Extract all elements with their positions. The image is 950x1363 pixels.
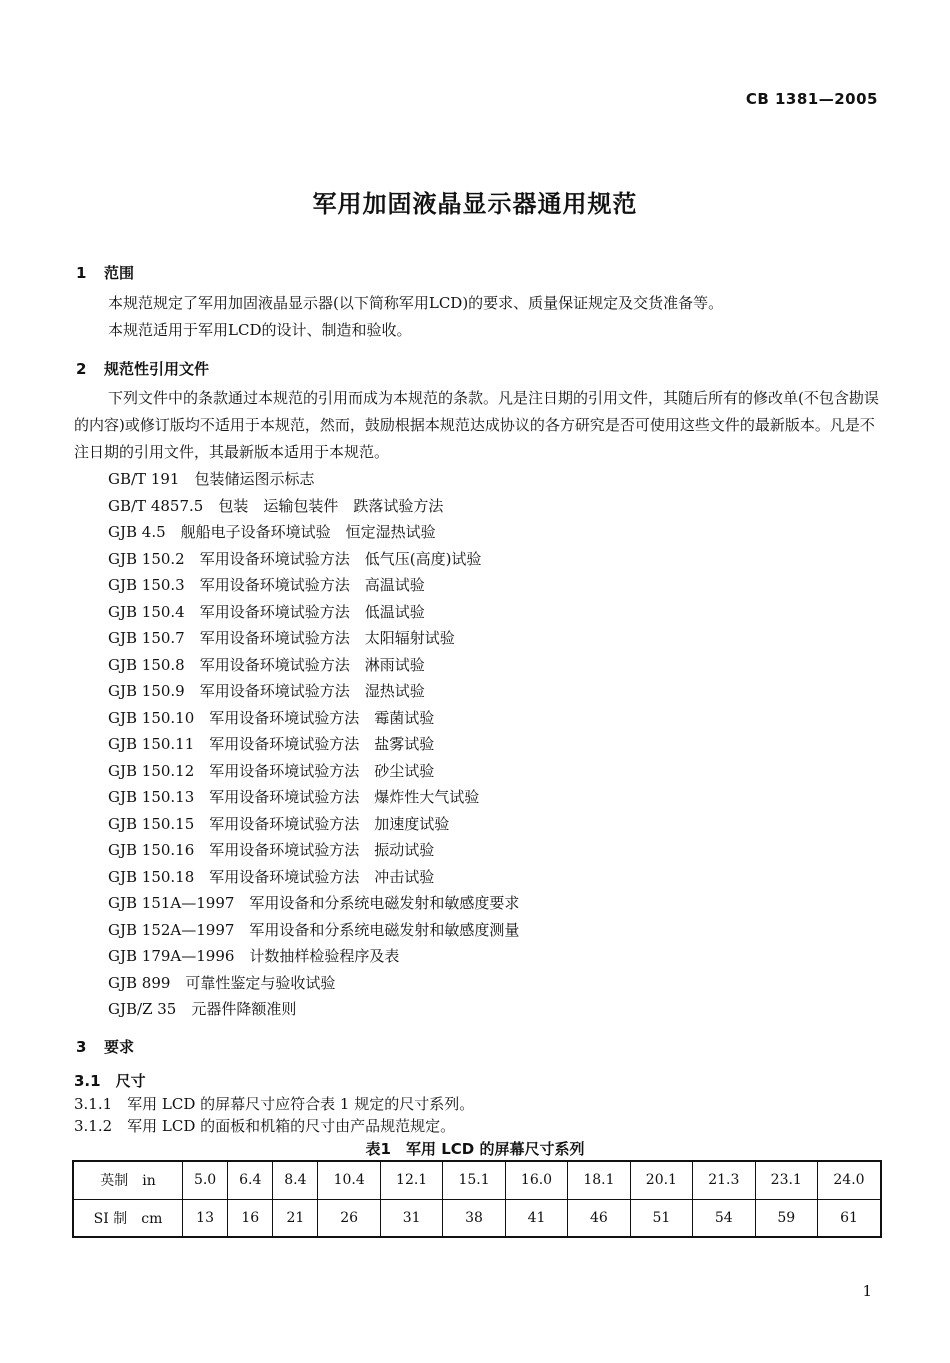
reference-item: GJB 150.9 军用设备环境试验方法 湿热试验 [108, 682, 425, 700]
table-cell: 13 [183, 1199, 228, 1237]
reference-item: GJB 150.16 军用设备环境试验方法 振动试验 [108, 841, 435, 859]
table-cell: 46 [568, 1199, 630, 1237]
table-cell: 61 [817, 1199, 881, 1237]
table-cell: 12.1 [380, 1161, 442, 1199]
section-number: 3 [76, 1038, 87, 1056]
reference-item: GJB 150.2 军用设备环境试验方法 低气压(高度)试验 [108, 549, 482, 568]
section-title: 规范性引用文件 [104, 360, 210, 378]
table-cell: 21.3 [693, 1161, 755, 1199]
table-cell: 38 [443, 1199, 505, 1237]
table-row-inches [73, 1161, 881, 1199]
table-cell: 15.1 [443, 1161, 505, 1199]
table-cell: 41 [505, 1199, 567, 1237]
reference-item: GJB 150.4 军用设备环境试验方法 低温试验 [108, 602, 425, 621]
reference-item: GJB/Z 35 元器件降额准则 [108, 1000, 297, 1018]
reference-item: GJB 150.18 军用设备环境试验方法 冲击试验 [108, 867, 435, 886]
reference-list [108, 466, 519, 1023]
table-caption: 表1 军用 LCD 的屏幕尺寸系列 [365, 1140, 585, 1158]
subsection-3-1-2: 3.1.2 军用 LCD 的面板和机箱的尺寸由产品规范规定。 [74, 1117, 456, 1135]
subsection-3-1-heading: 3.1 尺寸 [74, 1072, 146, 1090]
reference-item: GJB 899 可靠性鉴定与验收试验 [108, 973, 336, 992]
reference-item: GJB 150.13 军用设备环境试验方法 爆炸性大气试验 [108, 788, 480, 806]
reference-item: GJB 179A—1996 计数抽样检验程序及表 [108, 947, 400, 965]
section-number: 2 [76, 360, 87, 378]
section-title: 范围 [104, 264, 135, 282]
section-2-heading [76, 358, 209, 379]
table-cell: 10.4 [318, 1161, 380, 1199]
table-cell: 6.4 [228, 1161, 273, 1199]
table-row-centimeters [73, 1199, 881, 1237]
section-2-paragraph-1: 下列文件中的条款通过本规范的引用而成为本规范的条款。凡是注日期的引用文件，其随后所有的修改单(不包含勘误的内容)或修订版均不适用于本规范，然而，鼓励根据本规范达成协议的各方研究是否可使用这些文件的最新版本。凡是不注日期的引用文件，其最新版本适用于本规范。 [74, 389, 879, 461]
page-number: 1 [862, 1282, 872, 1300]
table-cell: 20.1 [630, 1161, 692, 1199]
reference-item: GJB 4.5 舰船电子设备环境试验 恒定湿热试验 [108, 523, 436, 541]
screen-size-table [72, 1160, 882, 1238]
reference-item: GJB 150.10 军用设备环境试验方法 霉菌试验 [108, 708, 435, 727]
reference-item: GJB 150.12 军用设备环境试验方法 砂尘试验 [108, 761, 435, 780]
row-label: SI 制 cm [73, 1199, 183, 1237]
table-cell: 23.1 [755, 1161, 817, 1199]
section-title: 要求 [104, 1038, 135, 1056]
reference-item: GJB 150.3 军用设备环境试验方法 高温试验 [108, 576, 425, 594]
row-label: 英制 in [73, 1161, 183, 1199]
table-cell: 54 [693, 1199, 755, 1237]
reference-item: GJB 150.7 军用设备环境试验方法 太阳辐射试验 [108, 629, 455, 647]
section-1-paragraph-1: 本规范规定了军用加固液晶显示器(以下简称军用LCD)的要求、质量保证规定及交货准备等。 [108, 294, 724, 312]
section-1-heading [76, 262, 134, 283]
table-cell: 16.0 [505, 1161, 567, 1199]
reference-item: GJB 150.8 军用设备环境试验方法 淋雨试验 [108, 655, 425, 674]
reference-item: GJB 150.11 军用设备环境试验方法 盐雾试验 [108, 735, 435, 753]
reference-item: GB/T 191 包装储运图示标志 [108, 470, 315, 488]
reference-item: GB/T 4857.5 包装 运输包装件 跌落试验方法 [108, 496, 444, 515]
document-code: CB 1381—2005 [745, 90, 878, 108]
table-cell: 18.1 [568, 1161, 630, 1199]
section-3-heading [76, 1036, 134, 1057]
table-cell: 24.0 [817, 1161, 881, 1199]
table-cell: 8.4 [273, 1161, 318, 1199]
subsection-3-1-1: 3.1.1 军用 LCD 的屏幕尺寸应符合表 1 规定的尺寸系列。 [74, 1095, 475, 1113]
table-cell: 51 [630, 1199, 692, 1237]
table-cell: 59 [755, 1199, 817, 1237]
table-cell: 21 [273, 1199, 318, 1237]
section-1-paragraph-2: 本规范适用于军用LCD的设计、制造和验收。 [108, 321, 412, 339]
section-number: 1 [76, 264, 87, 282]
table-cell: 31 [380, 1199, 442, 1237]
table-cell: 26 [318, 1199, 380, 1237]
reference-item: GJB 152A—1997 军用设备和分系统电磁发射和敏感度测量 [108, 920, 520, 939]
reference-item: GJB 151A—1997 军用设备和分系统电磁发射和敏感度要求 [108, 894, 520, 912]
table-cell: 5.0 [183, 1161, 228, 1199]
reference-item: GJB 150.15 军用设备环境试验方法 加速度试验 [108, 814, 450, 833]
table-cell: 16 [228, 1199, 273, 1237]
document-title: 军用加固液晶显示器通用规范 [312, 190, 638, 218]
